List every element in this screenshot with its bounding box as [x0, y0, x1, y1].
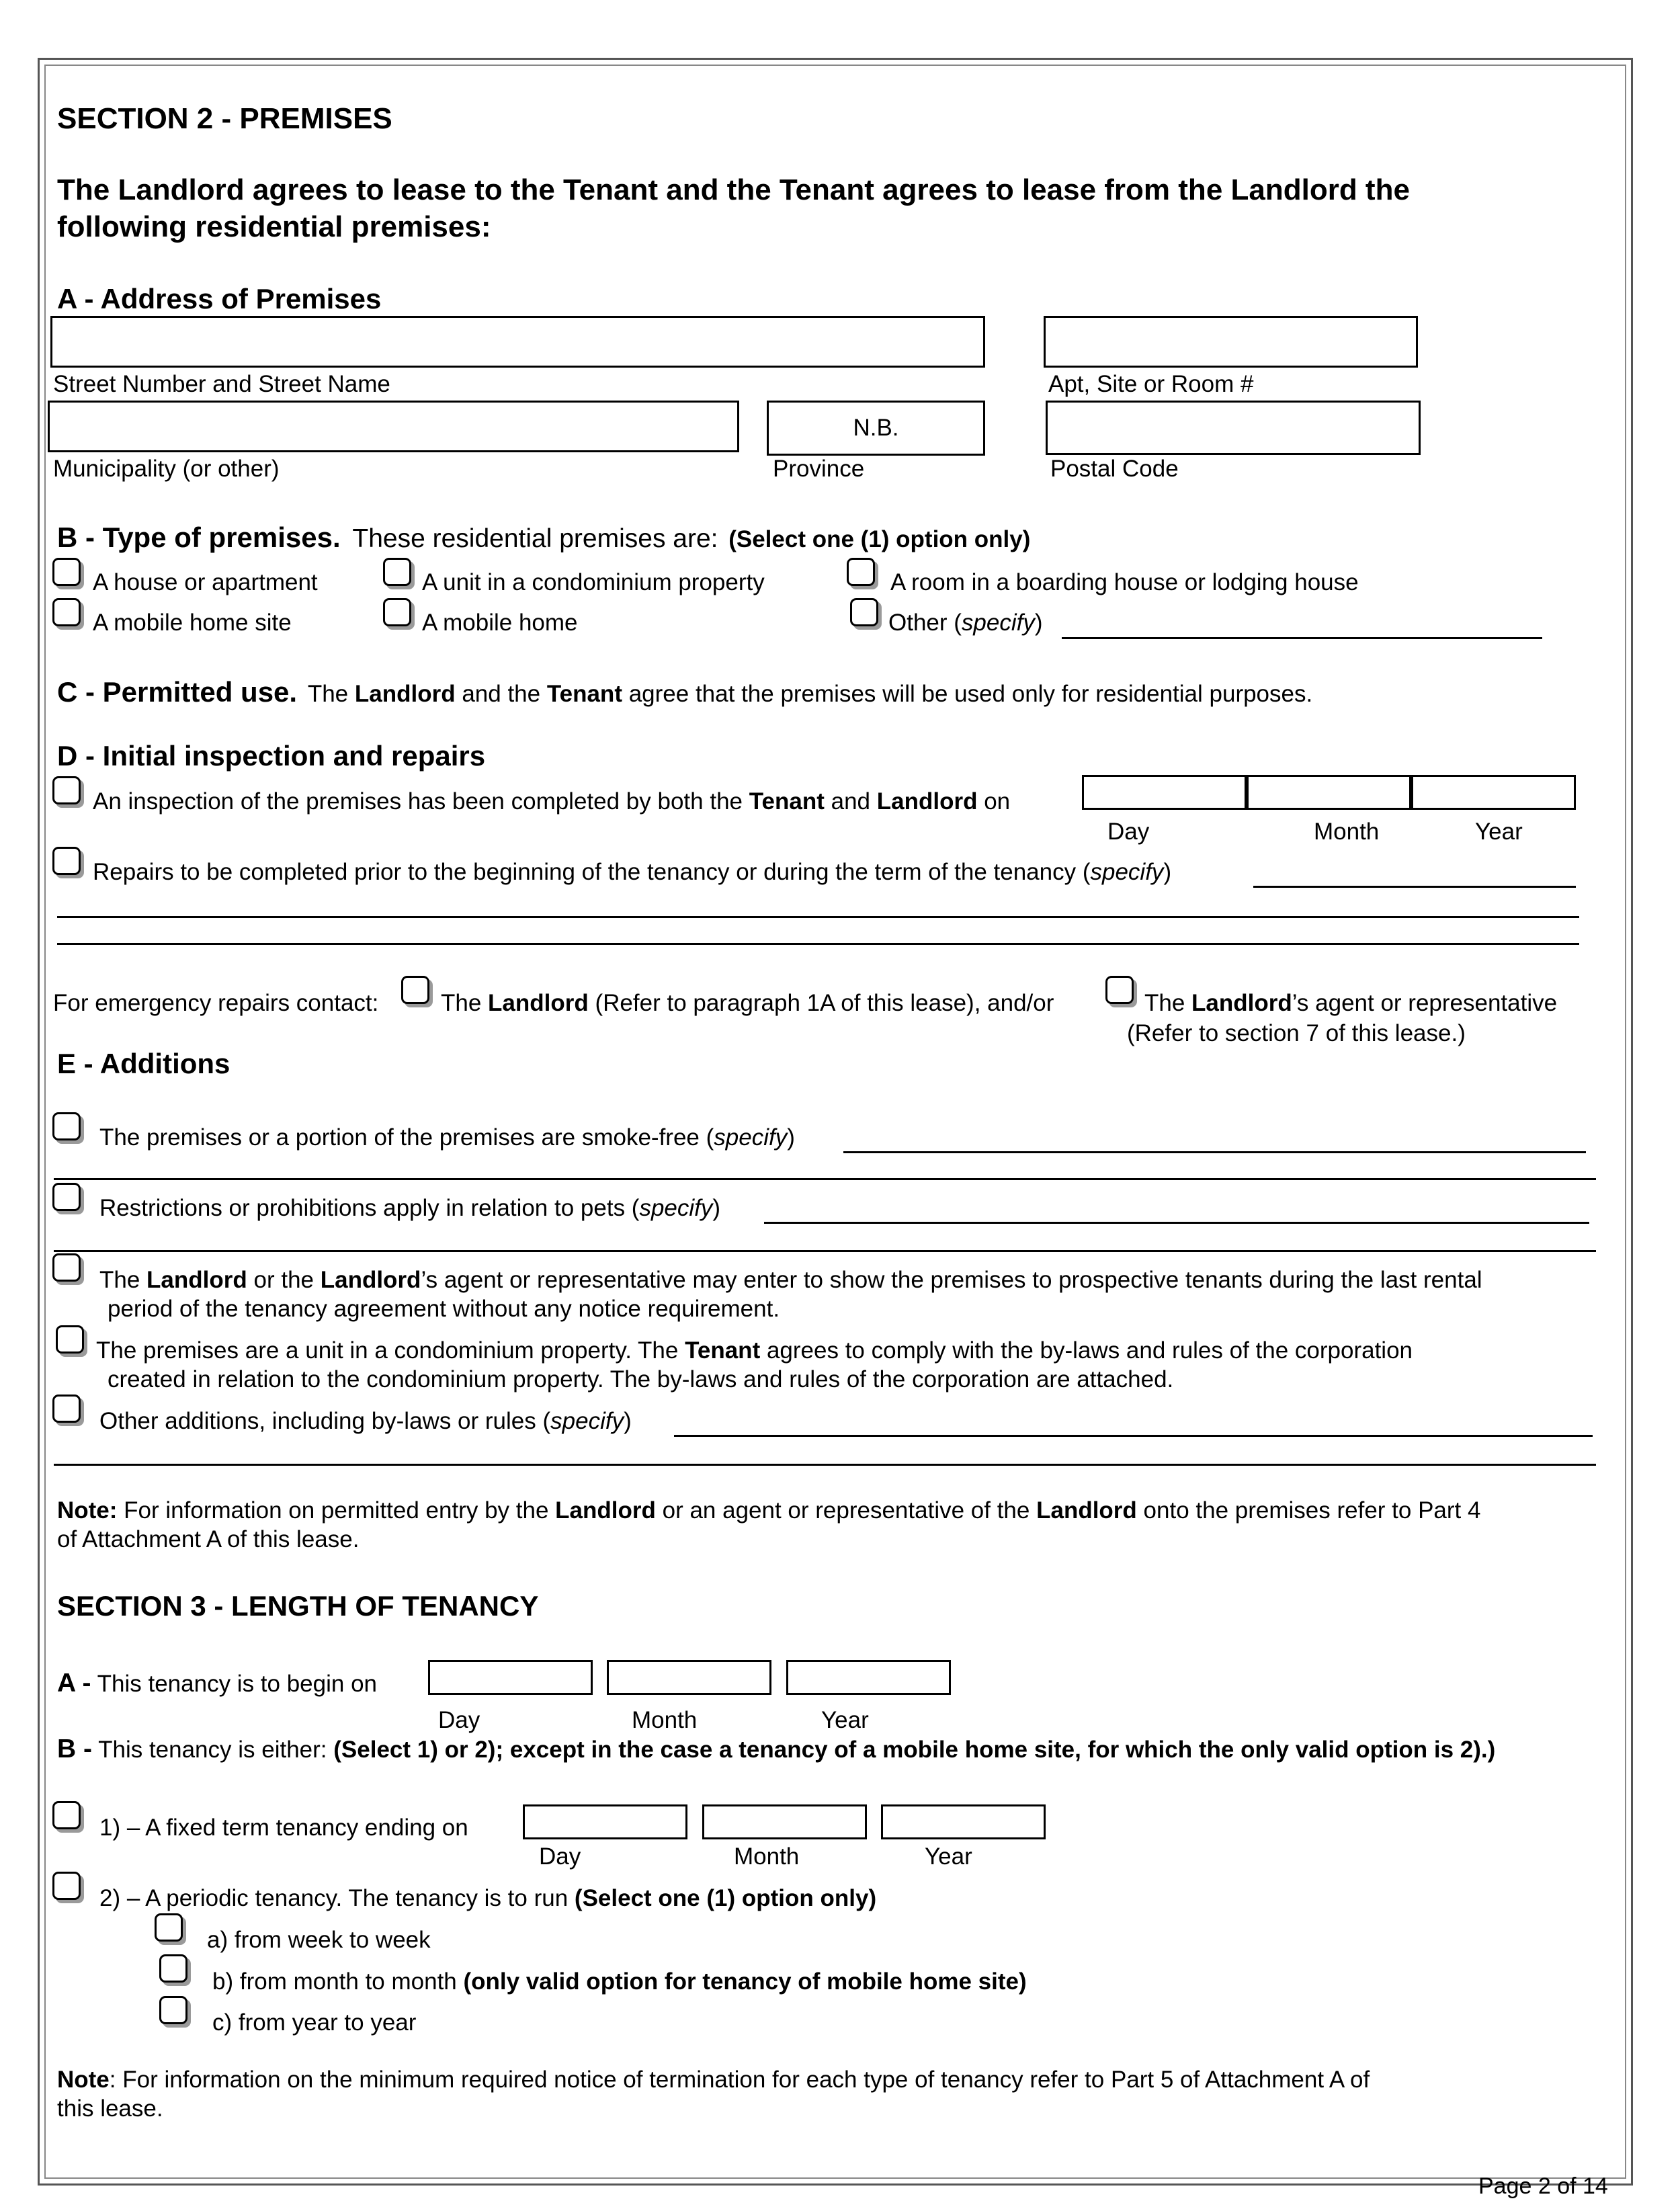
smoke-free-line-1[interactable]	[843, 1151, 1586, 1153]
additions-heading: E - Additions	[57, 1048, 230, 1079]
condo-text-line1: The premises are a unit in a condominium property. The Tenant agrees to comply with the by-laws and rules of the corporation	[96, 1337, 1413, 1364]
note-termination-line2: this lease.	[57, 2095, 163, 2122]
checkbox-room[interactable]	[847, 558, 875, 586]
opt-mobile-home-label: A mobile home	[422, 610, 578, 636]
fixed-day-label: Day	[539, 1843, 581, 1870]
checkbox-condo-unit[interactable]	[56, 1325, 84, 1354]
repairs-line-1[interactable]	[1253, 886, 1576, 888]
begin-line: A - This tenancy is to begin on	[57, 1669, 378, 1698]
fixed-year-input[interactable]	[881, 1804, 1046, 1839]
inspection-year-label: Year	[1475, 819, 1523, 845]
type-select-note: (Select one (1) option only)	[728, 526, 1031, 552]
pets-text: Restrictions or prohibitions apply in relation to pets (specify)	[99, 1195, 721, 1221]
checkbox-periodic[interactable]	[52, 1872, 81, 1900]
inspection-month-label: Month	[1314, 819, 1380, 845]
emergency-landlord-text: The Landlord (Refer to paragraph 1A of this lease), and/or	[441, 990, 1054, 1016]
note-entry-line2: of Attachment A of this lease.	[57, 1526, 360, 1552]
emergency-label: For emergency repairs contact:	[53, 990, 379, 1016]
periodic-text: 2) – A periodic tenancy. The tenancy is to run (Select one (1) option only)	[99, 1885, 877, 1911]
checkbox-year[interactable]	[159, 1996, 187, 2024]
checkbox-week[interactable]	[155, 1913, 183, 1942]
type-text: These residential premises are:	[352, 524, 718, 553]
begin-year-label: Year	[821, 1707, 869, 1733]
inspection-heading: D - Initial inspection and repairs	[57, 740, 486, 772]
opt-condo-label: A unit in a condominium property	[422, 569, 765, 595]
repairs-line-2[interactable]	[57, 916, 1579, 918]
province-field	[767, 401, 985, 456]
month-text: b) from month to month (only valid option for tenancy of mobile home site)	[212, 1968, 1027, 1995]
entry-text-line2: period of the tenancy agreement without any notice requirement.	[108, 1296, 780, 1322]
checkbox-smoke-free[interactable]	[52, 1112, 81, 1140]
fixed-day-input[interactable]	[523, 1804, 687, 1839]
note-termination-line1: Note: For information on the minimum required notice of termination for each type of tenancy refer to Part 5 of Attachment A of	[57, 2067, 1370, 2093]
checkbox-month[interactable]	[159, 1954, 187, 1983]
repairs-line-3[interactable]	[57, 943, 1579, 945]
fixed-month-label: Month	[734, 1843, 800, 1870]
inspection-day-label: Day	[1107, 819, 1150, 845]
begin-day-input[interactable]	[428, 1660, 593, 1695]
type-of-premises-line	[57, 521, 1030, 556]
inspection-text: An inspection of the premises has been completed by both the Tenant and Landlord on	[93, 788, 1011, 815]
fixed-month-input[interactable]	[702, 1804, 867, 1839]
postal-code-input[interactable]	[1046, 401, 1421, 455]
street-input[interactable]	[50, 316, 985, 368]
province-label: Province	[773, 456, 865, 482]
other-additions-line-2[interactable]	[54, 1464, 1596, 1466]
checkbox-fixed-term[interactable]	[52, 1801, 81, 1829]
opt-mobile-site-label: A mobile home site	[93, 610, 292, 636]
inspection-year-input[interactable]	[1411, 775, 1576, 810]
checkbox-condo[interactable]	[383, 558, 411, 586]
condo-text-line2: created in relation to the condominium property. The by-laws and rules of the corporation are attached.	[108, 1366, 1174, 1392]
checkbox-house[interactable]	[52, 558, 81, 586]
section2-intro-line2: following residential premises:	[57, 210, 491, 243]
repairs-text: Repairs to be completed prior to the beginning of the tenancy or during the term of the tenancy (specify)	[93, 859, 1172, 885]
province-value: N.B.	[853, 415, 899, 441]
other-additions-line-1[interactable]	[674, 1435, 1593, 1437]
section2-intro-line1: The Landlord agrees to lease to the Tenant and the Tenant agrees to lease from the Landlord the	[57, 173, 1410, 206]
smoke-free-text: The premises or a portion of the premises are smoke-free (specify)	[99, 1124, 795, 1151]
inspection-month-input[interactable]	[1247, 775, 1411, 810]
checkbox-emergency-agent[interactable]	[1105, 976, 1134, 1004]
postal-code-label: Postal Code	[1050, 456, 1179, 482]
inspection-day-input[interactable]	[1082, 775, 1247, 810]
entry-text-line1: The Landlord or the Landlord’s agent or representative may enter to show the premises to prospective tenants during the last rental	[99, 1267, 1482, 1293]
pets-line-1[interactable]	[764, 1222, 1589, 1224]
opt-house-label: A house or apartment	[93, 569, 318, 595]
municipality-input[interactable]	[48, 401, 739, 452]
begin-month-input[interactable]	[607, 1660, 771, 1695]
week-text: a) from week to week	[207, 1927, 431, 1953]
other-additions-text: Other additions, including by-laws or rules (specify)	[99, 1408, 632, 1434]
pets-line-2[interactable]	[54, 1250, 1596, 1252]
fixed-year-label: Year	[925, 1843, 972, 1870]
checkbox-pets[interactable]	[52, 1183, 81, 1211]
checkbox-mobile-home-site[interactable]	[52, 598, 81, 626]
refer-section7: (Refer to section 7 of this lease.)	[1127, 1020, 1466, 1046]
fixed-term-text: 1) – A fixed term tenancy ending on	[99, 1815, 468, 1841]
checkbox-inspection[interactable]	[52, 776, 81, 804]
begin-day-label: Day	[438, 1707, 480, 1733]
checkbox-entry[interactable]	[52, 1253, 81, 1282]
section3-title: SECTION 3 - LENGTH OF TENANCY	[57, 1590, 539, 1622]
section2-title: SECTION 2 - PREMISES	[57, 102, 392, 135]
checkbox-emergency-landlord[interactable]	[401, 976, 429, 1004]
street-label: Street Number and Street Name	[53, 371, 390, 397]
opt-other-label: Other (specify)	[888, 610, 1043, 636]
permitted-use-line: C - Permitted use. The Landlord and the Tenant agree that the premises will be used only for residential purposes.	[57, 676, 1313, 708]
type-heading: B - Type of premises.	[57, 522, 341, 553]
smoke-free-line-2[interactable]	[54, 1178, 1596, 1180]
apt-label: Apt, Site or Room #	[1048, 371, 1254, 397]
checkbox-mobile-home[interactable]	[383, 598, 411, 626]
tenancy-either-line: B - This tenancy is either: (Select 1) or 2); except in the case a tenancy of a mobile home site, for which the only valid option is 2).)	[57, 1735, 1496, 1763]
other-specify-line[interactable]	[1062, 637, 1542, 639]
municipality-label: Municipality (or other)	[53, 456, 280, 482]
year-text: c) from year to year	[212, 2009, 417, 2036]
begin-year-input[interactable]	[786, 1660, 951, 1695]
address-heading: A - Address of Premises	[57, 283, 382, 315]
checkbox-repairs[interactable]	[52, 847, 81, 875]
checkbox-other-additions[interactable]	[52, 1395, 81, 1423]
apt-input[interactable]	[1044, 316, 1418, 368]
begin-month-label: Month	[632, 1707, 698, 1733]
emergency-agent-text: The Landlord’s agent or representative	[1144, 990, 1558, 1016]
opt-room-label: A room in a boarding house or lodging house	[890, 569, 1359, 595]
page-number: Page 2 of 14	[1478, 2173, 1608, 2199]
checkbox-other[interactable]	[850, 598, 878, 626]
note-entry-line1: Note: For information on permitted entry by the Landlord or an agent or representative of the Landlord onto the premises refer to Part 4	[57, 1497, 1481, 1524]
permitted-use-heading: C - Permitted use.	[57, 676, 298, 708]
